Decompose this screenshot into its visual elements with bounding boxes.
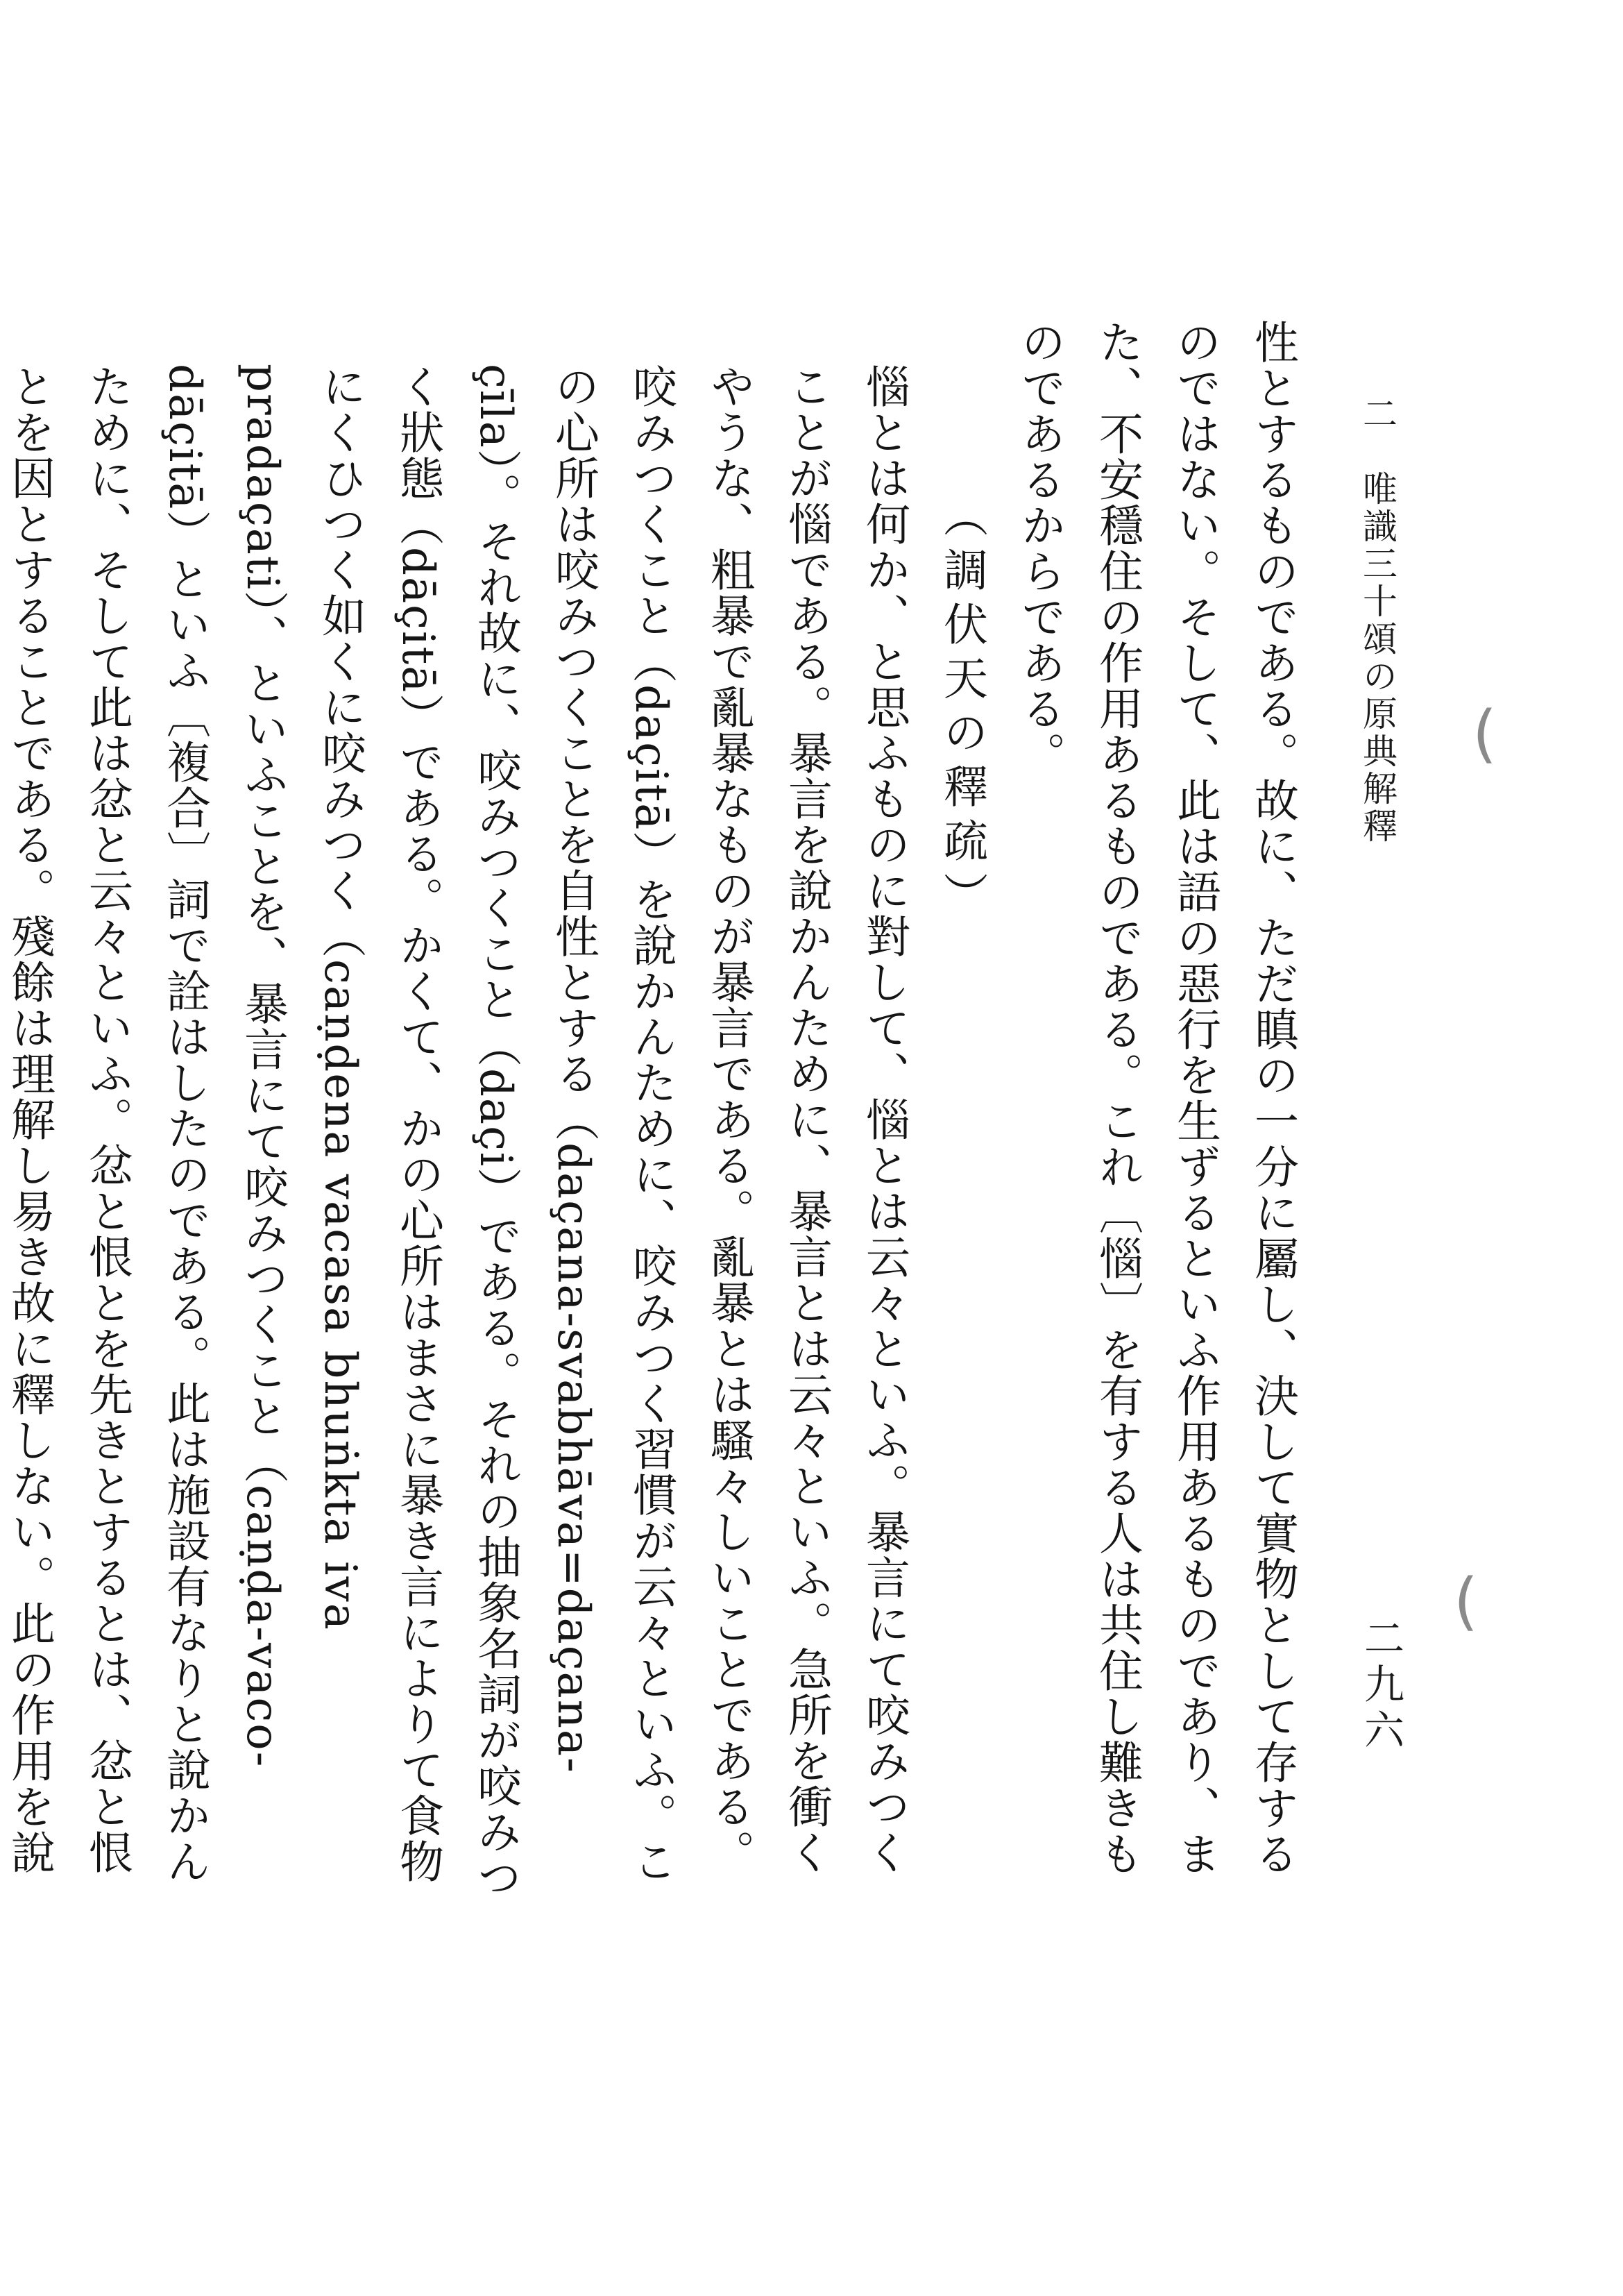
- paragraph-commentary: 惱とは何か、と思ふものに對して、惱とは云々といふ。暴言にて咬みつくことが惱である。暴言を說かんために、暴言とは云々といふ。急所を衝くやうな、粗暴で亂暴なものが暴言である。亂暴とは騷々しいことである。咬みつくこと（daçitā）を說かんために、咬みつく習慣が云々といふ。この心所は咬みつくことを自性とする（daçana-svabhāva=daçana-çīla）。それ故に、咬みつくこと（daçi）である。それの抽象名詞が咬みつく狀態（dāçitā）である。かくて、かの心所はまさに暴き言によりて食物にくひつく如くに咬みつく（caṇḍena vacasa bhuṅkta iva pradaçati）、といふことを、暴言にて咬みつくこと（caṇḍa-vaco-dāçitā）といふ〔複合〕詞で詮はしたのである。此は施設有なりと說かんために、そして此は忿と云々といふ。忿と恨とを先きとするとは、忿と恨とを因とすることである。殘餘は理解し易き故に釋しない。此の作用を說: [3, 364, 910, 1901]
- scan-bracket-mark: (: [1472, 698, 1497, 770]
- page-number: 二九六: [1357, 1617, 1404, 1755]
- scan-bracket-mark: (: [1454, 1565, 1479, 1638]
- running-head: 二 唯識三十頌の原典解釋: [1357, 396, 1397, 845]
- section-heading: （調伏天の釋疏）: [936, 493, 987, 926]
- vertical-text-body: [3, 319, 1311, 1902]
- paragraph-continued: 性とするものである。故に、ただ瞋の一分に屬し、決して實物として存するのではない。そして、此は語の惡行を生ずるといふ作用あるものであり、また、不安穩住の作用あるものである。これ〔惱〕を有する人は共住し難きものであるからである。: [1014, 319, 1298, 1877]
